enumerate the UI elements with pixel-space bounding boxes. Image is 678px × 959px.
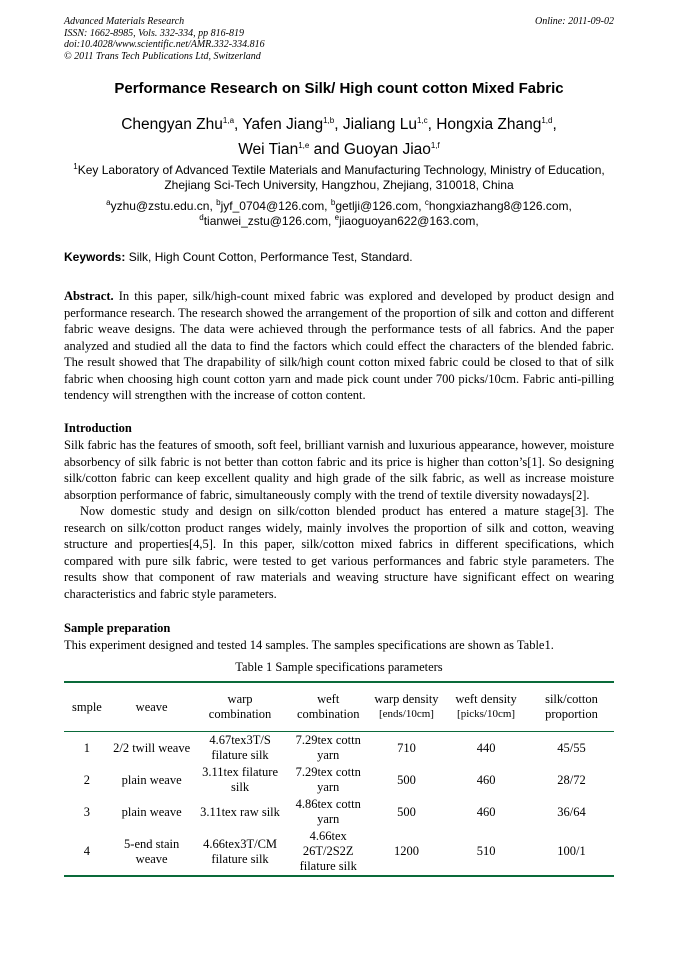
table-row	[64, 828, 614, 876]
cell: 510	[476, 844, 496, 858]
journal-name: Advanced Materials Research	[64, 16, 185, 27]
issn: ISSN: 1662-8985, Vols. 332-334, pp 816-819	[64, 27, 244, 39]
col-weave: weave	[135, 699, 168, 714]
table-header-row	[64, 682, 614, 732]
cell: 440	[476, 740, 496, 755]
col-warp-combination: warp combination	[208, 692, 272, 721]
cell: 460	[476, 804, 496, 819]
cell: 28/72	[557, 772, 586, 787]
cell: 460	[476, 772, 496, 787]
paragraph: Silk fabric has the features of smooth, soft feel, brilliant varnish and luxurious appearance, however, moisture absorbency of silk fabric is not better than cotton fabric and its price is higher than cotton’s[1]. So designing silk/cotton fabric can keep excellent quality and high grade of the silk fabric, as well as increase moisture absorption performance of fabric, simultaneously comply with the trend of textile diversity nowadays[2].	[64, 438, 614, 502]
author-list: Chengyan Zhu$^{1,a}$, Yafen Jiang$^{1,b}$, Jialiang Lu$^{1,c}$, Hongxia Zhang$^{1,d}$, Wei Tian$^{1,e}$ and Guoyan Jiao$^{1,f}$	[121, 115, 557, 158]
cell: 4.86tex cottn yarn	[295, 797, 361, 826]
table-row	[64, 764, 614, 796]
cell: 100/1	[557, 844, 586, 858]
email: $^b$jyf_0704@126.com,	[216, 198, 328, 213]
copyright: © 2011 Trans Tech Publications Ltd, Switzerland	[64, 50, 261, 62]
cell: 45/55	[557, 740, 586, 755]
author: Hongxia Zhang$^{1,d}$	[436, 115, 553, 133]
author: Yafen Jiang$^{1,b}$	[242, 115, 335, 133]
col-weft-combination: weft combination	[296, 692, 360, 721]
cell: 1200	[393, 844, 419, 858]
cell: 7.29tex cottn yarn	[295, 765, 361, 794]
paragraph: Now domestic study and design on silk/cotton blended product has entered a mature stage[3]. The research on silk/cotton product ranges widely, mainly involves the proportion of silk and cotton, weaving structure and properties[4,5]. In this paper, silk/cotton mixed fabrics in different specifications, which compared with pure silk fabric, were tested to get various performances and fabric style parameters. The results show that component of raw materials and weaving structure have significant effect on wearing characteristics and fabric style parameters.	[64, 504, 614, 601]
sample-preparation-heading: Sample preparation	[64, 621, 171, 635]
email: $^c$hongxiazhang8@126.com,	[424, 198, 572, 213]
paragraph: This experiment designed and tested 14 samples. The samples specifications are shown as Table1.	[64, 638, 554, 652]
email: $^d$tianwei_zstu@126.com,	[199, 213, 332, 228]
col-smple: smple	[72, 699, 102, 714]
doi: doi:10.4028/www.scientific.net/AMR.332-334.816	[64, 39, 265, 50]
cell: 1	[83, 740, 91, 755]
email: $^e$jiaoguoyan622@163.com,	[334, 213, 479, 228]
cell: 710	[397, 740, 416, 755]
table-row	[64, 796, 614, 828]
keywords: Keywords: Silk, High Count Cotton, Performance Test, Standard.	[64, 250, 413, 264]
cell: 500	[397, 772, 416, 787]
cell: 3	[83, 804, 91, 819]
cell: 3.11tex raw silk	[200, 804, 280, 819]
sample-table	[64, 681, 614, 877]
abstract-text: In this paper, silk/high-count mixed fabric was explored and developed by product design and performance research. The research showed the arrangement of the proportion of silk and cotton and different fabric weave designs. The data were achieved through the performance tests of all fabrics. And the paper analyzed and studied all the data to find the factors which could effect the characters of the blended fabric. The result showed that The drapability of silk/high count cotton mixed fabric could be closed to that of silk fabric when choosing high count cotton yarn and made pick count under 700 picks/10cm. Fabric anti-pilling tendency will strengthen with the increase of cotton content.	[64, 289, 614, 402]
author: Guoyan Jiao$^{1,f}$	[343, 140, 440, 158]
table-row	[64, 732, 614, 765]
abstract-label: Abstract.	[64, 289, 114, 303]
author: Jialiang Lu$^{1,c}$	[342, 115, 428, 133]
cell: 4.66tex3T/CM filature silk	[203, 836, 278, 866]
journal-header	[64, 16, 265, 62]
col-proportion: silk/cotton proportion	[545, 692, 598, 721]
introduction-body	[64, 437, 614, 602]
email: $^a$yzhu@zstu.edu.cn,	[106, 198, 213, 213]
email-list	[70, 199, 608, 229]
cell: 4.66tex 26T/2S2Z filature silk	[299, 829, 357, 873]
cell: 3.11tex filature silk	[202, 765, 278, 794]
email: $^b$getlji@126.com,	[330, 198, 422, 213]
cell: 36/64	[557, 804, 586, 819]
online-date: Online: 2011-09-02	[535, 16, 614, 27]
author: Chengyan Zhu$^{1,a}$	[121, 115, 235, 133]
affiliation: $^1$Key Laboratory of Advanced Textile Materials and Manufacturing Technology, Ministry of Education, Zhejiang Sci-Tech University, Hangzhou, Zhejiang, 310018, China	[73, 162, 605, 192]
author: Wei Tian$^{1,e}$	[238, 140, 310, 158]
abstract	[64, 288, 614, 404]
col-warp-density: warp density [ends/10cm]	[374, 692, 439, 720]
cell: 5-end stain weave	[124, 836, 180, 866]
cell: 7.29tex cottn yarn	[295, 733, 361, 762]
col-weft-density: weft density [picks/10cm]	[455, 692, 517, 720]
sample-preparation-body	[64, 637, 614, 654]
paper-title: Performance Research on Silk/ High count cotton Mixed Fabric	[114, 80, 564, 97]
cell: 2/2 twill weave	[113, 740, 191, 755]
table-caption: Table 1 Sample specifications parameters	[235, 660, 443, 674]
cell: 4.67tex3T/S filature silk	[209, 733, 271, 762]
cell: 2	[83, 772, 91, 787]
introduction-heading: Introduction	[64, 421, 132, 435]
cell: plain weave	[121, 804, 182, 819]
cell: 500	[397, 804, 416, 819]
cell: plain weave	[121, 772, 182, 787]
cell: 4	[83, 844, 91, 858]
